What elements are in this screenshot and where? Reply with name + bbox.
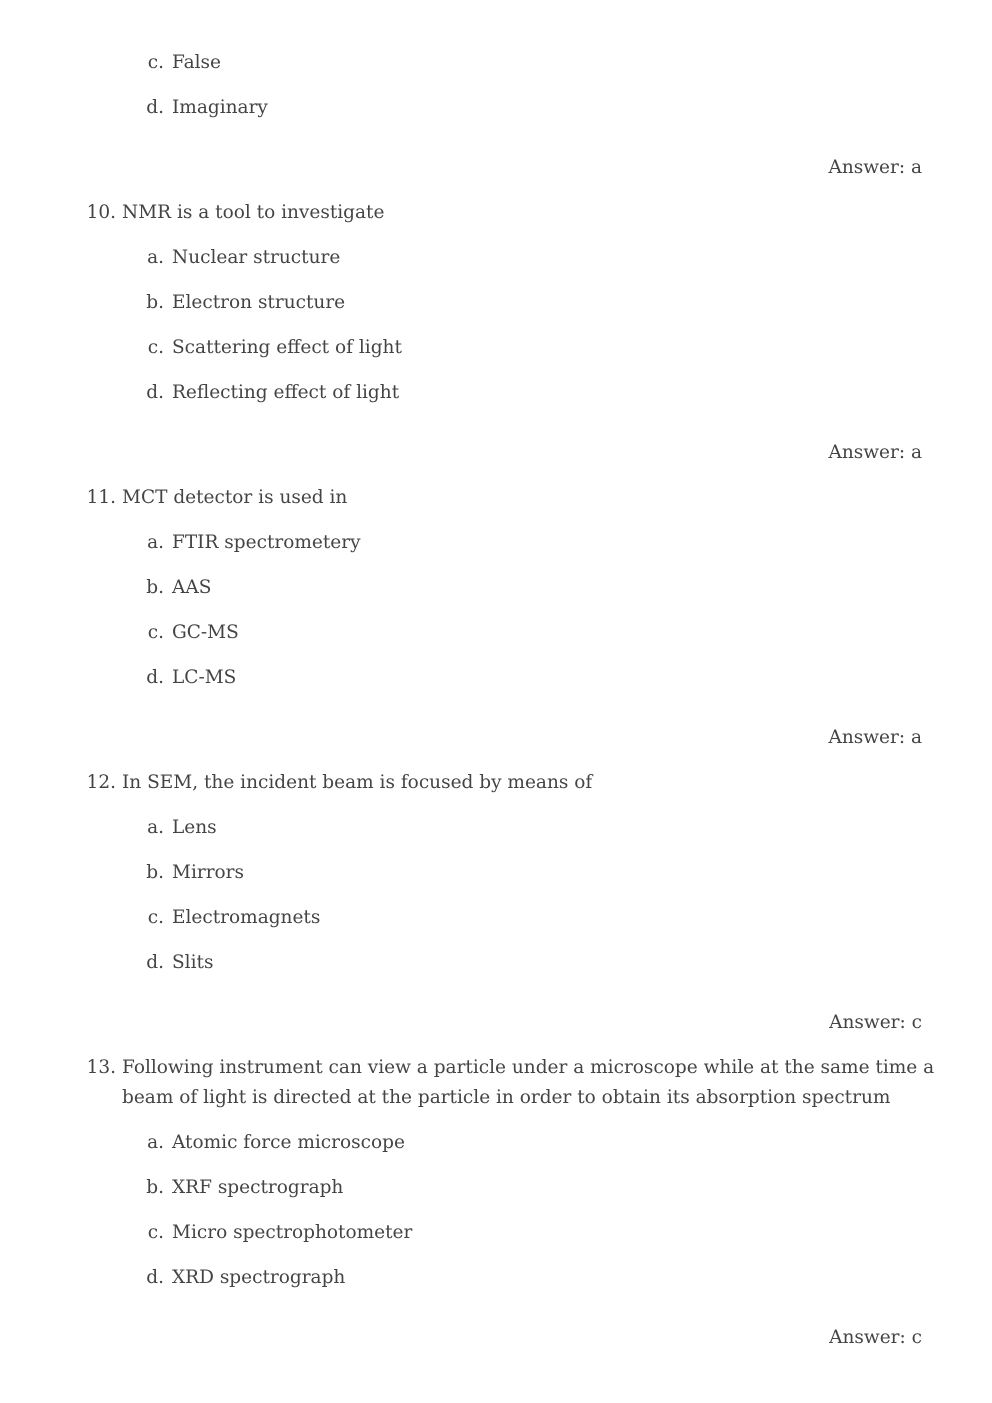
option-text: Electromagnets [172,907,321,928]
option-text: Slits [172,952,214,973]
answer-line [0,1323,992,1353]
answer-text: Answer: c [829,1327,922,1348]
option-text: Mirrors [172,862,245,883]
answer-text: Answer: c [829,1012,922,1033]
option-letter: b. [146,577,164,598]
option-letter: d. [146,952,164,973]
question-text: beam of light is directed at the particle in order to obtain its absorption spectrum [122,1087,891,1108]
option-text: AAS [172,577,212,598]
question-number: 13. [86,1057,116,1078]
option-text: False [172,52,221,73]
option-letter: b. [146,862,164,883]
option-letter: c. [147,907,164,928]
answer-text: Answer: a [828,442,922,463]
option-text: Reflecting effect of light [172,382,400,403]
option-letter: c. [147,337,164,358]
option-text: Imaginary [172,97,268,118]
option-letter: c. [147,1222,164,1243]
option-text: LC-MS [172,667,237,688]
option-letter: a. [147,817,164,838]
question-text: Following instrument can view a particle under a microscope while at the same time a [122,1057,935,1078]
answer-line [0,723,992,753]
question-number: 10. [86,202,116,223]
option-text: XRD spectrograph [172,1267,346,1288]
question-text: In SEM, the incident beam is focused by means of [122,772,593,793]
question-text: MCT detector is used in [122,487,348,508]
option-text: Lens [172,817,217,838]
option-letter: a. [147,532,164,553]
option-text: Scattering effect of light [172,337,402,358]
option-letter: a. [147,1132,164,1153]
option-letter: b. [146,292,164,313]
answer-line [0,1008,992,1038]
option-text: GC-MS [172,622,239,643]
option-letter: b. [146,1177,164,1198]
answer-text: Answer: a [828,727,922,748]
question-number: 11. [86,487,116,508]
option-letter: d. [146,1267,164,1288]
option-letter: d. [146,667,164,688]
option-letter: d. [146,382,164,403]
question-number: 12. [86,772,116,793]
option-letter: a. [147,247,164,268]
option-text: Micro spectrophotometer [172,1222,413,1243]
option-text: XRF spectrograph [172,1177,344,1198]
option-text: Atomic force microscope [172,1132,405,1153]
option-letter: c. [147,622,164,643]
answer-line [0,153,992,183]
option-text: FTIR spectrometery [172,532,361,553]
answer-text: Answer: a [828,157,922,178]
option-text: Electron structure [172,292,346,313]
question-text: NMR is a tool to investigate [122,202,385,223]
answer-line [0,438,992,468]
option-letter: c. [147,52,164,73]
option-text: Nuclear structure [172,247,341,268]
option-letter: d. [146,97,164,118]
